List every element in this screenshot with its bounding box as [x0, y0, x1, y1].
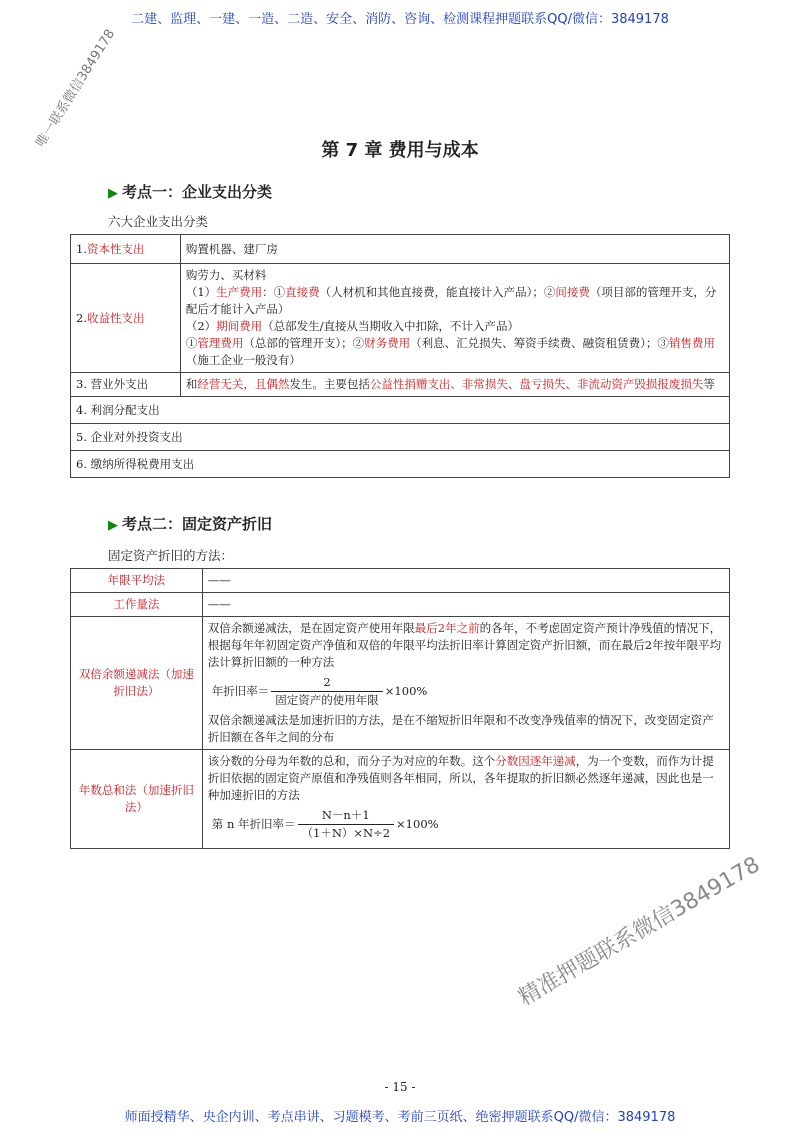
section2-subtitle: 固定资产折旧的方法：	[108, 548, 234, 563]
watermark-top: 唯一联系微信3849178	[33, 26, 119, 151]
row-content: 和经营无关，且偶然发生。主要包括公益性捐赠支出、非常损失、盘亏损失、非流动资产毁损报废损失等	[180, 373, 729, 397]
table-row	[71, 617, 730, 750]
row-label: 年数总和法（加速折旧法）	[71, 750, 203, 849]
row-label: 6. 缴纳所得税费用支出	[71, 451, 730, 478]
row-label: 2.收益性支出	[71, 264, 181, 373]
row-label: 4. 利润分配支出	[71, 397, 730, 424]
row-content: 购置机器、建厂房	[180, 235, 729, 264]
table-row	[71, 750, 730, 849]
table-row	[71, 264, 730, 373]
page-number: - 15 -	[384, 1080, 416, 1094]
section2-heading-text: 考点二：固定资产折旧	[122, 515, 273, 533]
row-label: 年限平均法	[71, 569, 203, 593]
row-label: 5. 企业对外投资支出	[71, 424, 730, 451]
formula: 年折旧率＝ $\frac{2}{\text{固定资产的使用年限}}$ ×100%	[211, 675, 428, 707]
table-row	[71, 451, 730, 478]
row-content: ——	[202, 569, 729, 593]
section1-heading-text: 考点一：企业支出分类	[122, 183, 273, 201]
header-banner: 二建、监理、一建、一造、二造、安全、消防、咨询、检测课程押题联系QQ/微信：3849178	[131, 12, 669, 27]
section1-heading	[108, 181, 272, 202]
row-label: 工作量法	[71, 593, 203, 617]
expense-table	[70, 234, 730, 478]
table-row	[71, 235, 730, 264]
table-row	[71, 424, 730, 451]
table-row	[71, 593, 730, 617]
formula: 第 n 年折旧率＝ $\frac{N-n+1}{(1+N)\times N\div 2}$ ×100%	[211, 808, 439, 840]
table-row	[71, 373, 730, 397]
table-row	[71, 397, 730, 424]
row-content: ——	[202, 593, 729, 617]
row-content: 该分数的分母为年数的总和，而分子为对应的年数。这个分数因逐年递减，为一个变数，而作为计提折旧依据的固定资产原值和净残值则各年相同，所以，各年提取的折旧额必然逐年递减，因此也是一种加速折旧的方法 第 n 年折旧率＝ $\frac{N-n+1}{(1+N)\times N\div 2}$ ×100%	[202, 750, 729, 849]
section1-subtitle: 六大企业支出分类	[108, 214, 209, 229]
table-row	[71, 569, 730, 593]
row-label: 1.资本性支出	[71, 235, 181, 264]
footer-banner: 师面授精华、央企内训、考点串讲、习题模考、考前三页纸、绝密押题联系QQ/微信：3849178	[124, 1110, 676, 1125]
row-content: 双倍余额递减法，是在固定资产使用年限最后2年之前的各年，不考虑固定资产预计净残值的情况下，根据每年年初固定资产净值和双倍的年限平均法折旧率计算固定资产折旧额，而在最后2年按年限平均法计算折旧额的一种方法 年折旧率＝ $\frac{2}{\text{固定资产的使用年限}}$ ×100% 双倍余额递减法是加速折旧的方法，是在不缩短折旧年限和不改变净残值率的情况下，改变固定资产折旧额在各年之间的分布	[202, 617, 729, 750]
chapter-title: 第 7 章 费用与成本	[321, 140, 479, 161]
watermark-bottom: 精准押题联系微信3849178	[514, 852, 765, 1011]
row-content: 购劳力、买材料 （1）生产费用：①直接费（人材机和其他直接费，能直接计入产品）；②间接费（项目部的管理开支，分配后才能计入产品） （2）期间费用（总部发生/直接从当期收入中扣除，不计入产品） ①管理费用（总部的管理开支）；②财务费用（利息、汇兑损失、筹资手续费、融资租赁费）；③销售费用（施工企业一般没有）	[180, 264, 729, 373]
triangle-icon: ▶	[108, 186, 118, 201]
section2-heading	[108, 513, 272, 534]
row-label: 双倍余额递减法（加速折旧法）	[71, 617, 203, 750]
triangle-icon: ▶	[108, 518, 118, 533]
depreciation-table	[70, 568, 730, 849]
row-label: 3. 营业外支出	[71, 373, 181, 397]
